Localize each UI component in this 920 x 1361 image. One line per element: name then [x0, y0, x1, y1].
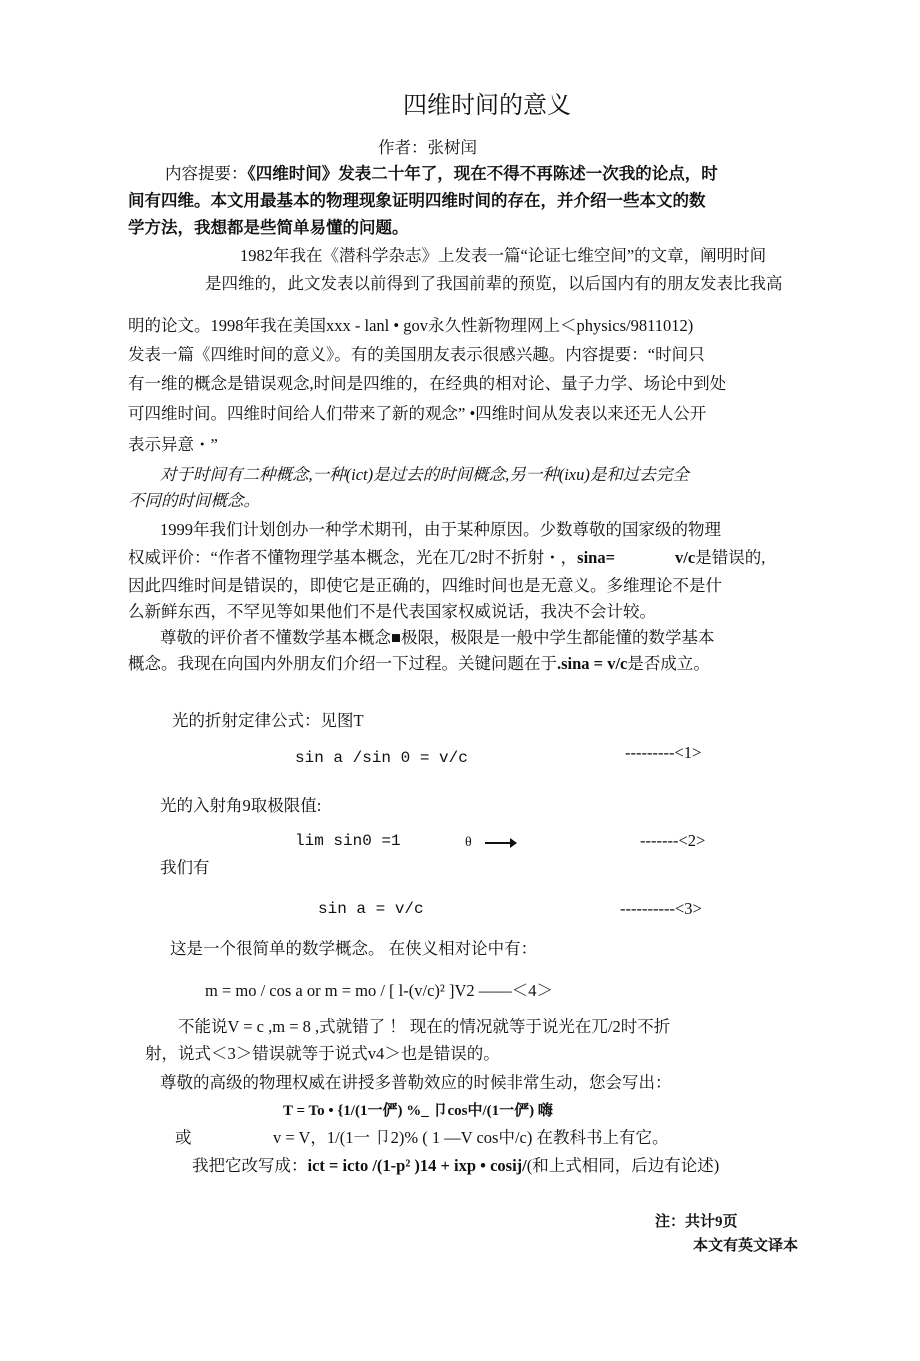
equation-6: v = V，1/(1一 卩2)% ( 1 —V cos中/c) 在教科书上有它。 [273, 1128, 669, 1147]
limit-label: 光的入射角9取极限值: [160, 796, 322, 815]
formula: ict = icto /(1-p² )14 + ixp • cosij/ [307, 1156, 527, 1175]
equation-2: lim sin0 =1 [295, 832, 401, 850]
paragraph-line: 表示异意・” [128, 435, 218, 454]
paragraph-line: 是四维的，此文发表以前得到了我国前辈的预览，以后国内有的朋友发表比我高 [205, 274, 783, 293]
paragraph-line: 尊敬的高级的物理权威在讲授多普勒效应的时候非常生动，您会写出： [160, 1073, 672, 1092]
arrow-right-icon [485, 842, 513, 844]
text: 概念。我现在向国内外朋友们介绍一下过程。关键问题在于 [128, 654, 557, 673]
equation-4: m = mo / cos a or m = mo / [ l-(v/c)² ]V2 ——＜4＞ [205, 981, 554, 1000]
equation-2-tag: -------<2> [640, 831, 706, 850]
paragraph-line: 不能说V = c ,m = 8 ,式就错了 ！ 现在的情况就等于说光在兀/2时不折 [178, 1017, 671, 1036]
text: 权威评价：“作者不懂物理学基本概念，光在兀/2时不折射・， [128, 548, 578, 567]
paragraph-line [192, 1155, 719, 1177]
paragraph-line: 射，说式＜3＞错误就等于说式v4＞也是错误的。 [145, 1044, 500, 1063]
formula: v/c [675, 548, 696, 567]
we-have-label: 我们有 [160, 858, 210, 877]
italic-line: 不同的时间概念。 [128, 491, 260, 510]
paragraph-line: 可四维时间。四维时间给人们带来了新的观念” •四维时间从发表以来还无人公开 [128, 404, 707, 423]
equation-3: sin a = v/c [318, 900, 424, 918]
paragraph-line: 1982年我在《潜科学杂志》上发表一篇“论证七维空间”的文章，阐明时间 [240, 246, 767, 265]
italic-line: 对于时间有二种概念,一种(ict)是过去的时间概念,另一种(ixu)是和过去完全 [160, 465, 689, 484]
abstract-text: 《四维时间》发表二十年了，现在不得不再陈述一次我的论点，时 [247, 164, 718, 183]
formula: sina= [577, 548, 616, 567]
paragraph-line: 尊敬的评价者不懂数学基本概念■极限，极限是一般中学生都能懂的数学基本 [160, 628, 715, 647]
text: 我把它改写成： [192, 1156, 308, 1175]
paragraph-line: 1999年我们计划创办一种学术期刊，由于某种原因。少数尊敬的国家级的物理 [160, 520, 721, 539]
abstract-label: 内容提要： [165, 164, 248, 183]
paragraph-line [128, 547, 858, 569]
refraction-label: 光的折射定律公式：见图T [172, 711, 364, 730]
text: 是错误的, [695, 548, 766, 567]
theta-symbol: θ [465, 835, 472, 850]
text: 是否成立。 [627, 654, 710, 673]
formula: .sina = v/c [557, 654, 628, 673]
abstract-line: 间有四维。本文用最基本的物理现象证明四维时间的存在，并介绍一些本文的数 [128, 191, 706, 210]
author-line: 作者：张树闰 [378, 138, 477, 157]
equation-1-tag: ---------<1> [625, 743, 702, 762]
equation-5: T = To • {1/(1一俨) %_ 卩cos中/(1一俨) 嗨 [283, 1103, 553, 1119]
or-label: 或 [175, 1128, 192, 1147]
document-title: 四维时间的意义 [403, 91, 571, 119]
paragraph-line: 么新鲜东西，不罕见等如果他们不是代表国家权威说话，我决不会计较。 [128, 602, 656, 621]
equation-1: sin a /sin 0 = v/c [295, 749, 468, 767]
paragraph-line: 发表一篇《四维时间的意义》。有的美国朋友表示很感兴趣。内容提要：“时间只 [128, 345, 705, 364]
paragraph-line [128, 653, 710, 675]
equation-3-tag: ----------<3> [620, 899, 702, 918]
page-count-note: 注：共计9页 [655, 1214, 738, 1230]
paragraph-line: 因此四维时间是错误的，即使它是正确的，四维时间也是无意义。多维理论不是什 [128, 576, 722, 595]
abstract-line [165, 163, 718, 185]
paragraph-line: 这是一个很简单的数学概念。 在侠义相对论中有： [170, 939, 538, 958]
translation-note: 本文有英文译本 [693, 1238, 799, 1254]
abstract-line: 学方法，我想都是些简单易懂的问题。 [128, 218, 409, 237]
paragraph-line: 有一维的概念是错误观念,时间是四维的，在经典的相对论、量子力学、场论中到处 [128, 374, 727, 393]
paragraph-line: 明的论文。1998年我在美国xxx - lanl • gov永久性新物理网上＜physics/9811012) [128, 316, 694, 335]
text: (和上式相同，后边有论述) [526, 1156, 720, 1175]
